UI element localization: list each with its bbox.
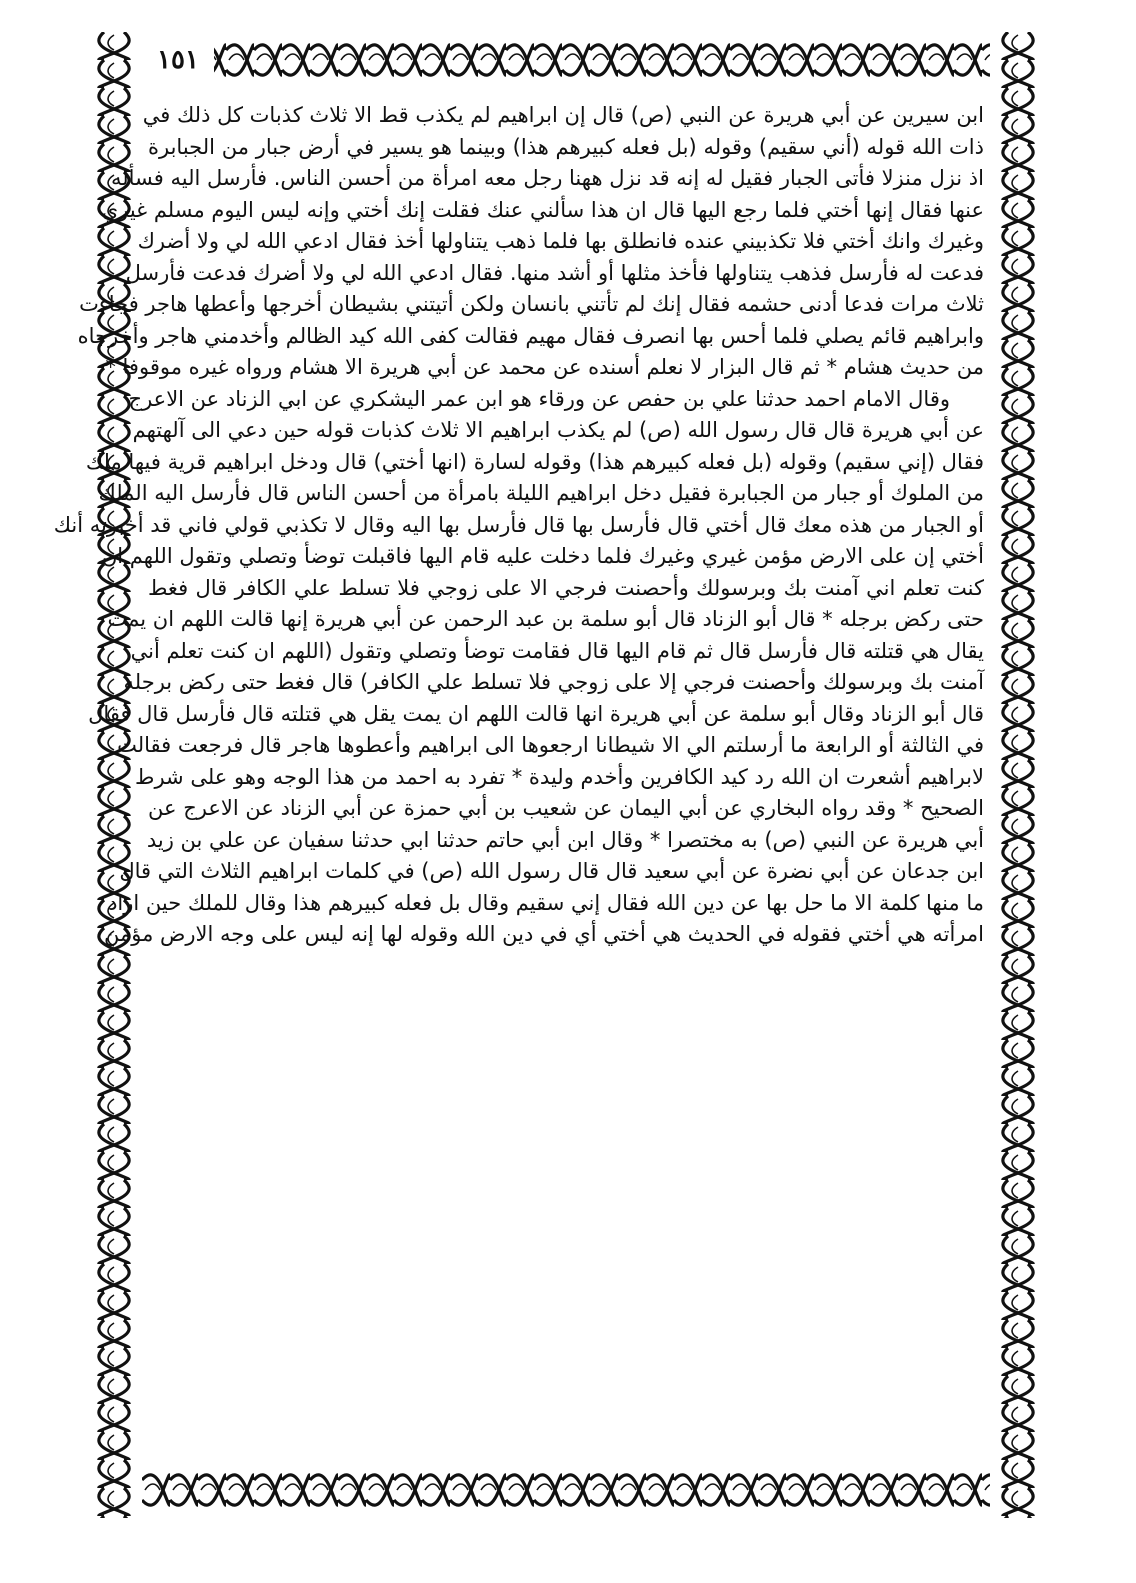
left-border <box>86 32 142 1518</box>
page-number-box <box>142 40 214 80</box>
text-line: في الثالثة أو الرابعة ما أرسلتم الي الا شيطانا ارجعوها الى ابراهيم وأعطوها هاجر قال فرجعت فقالت <box>117 733 984 757</box>
text-line: آمنت بك وبرسولك وأحصنت فرجي إلا على زوجي فلا تسلط علي الكافر) قال فغط حتى ركض برجله <box>123 670 984 694</box>
text-line: وغيرك وانك أختي فلا تكذبيني عنده فانطلق بها فلما ذهب يتناولها أخذ فقال ادعي الله لي ولا أضرك <box>137 229 984 253</box>
text-line: من حديث هشام * ثم قال البزار لا نعلم أسنده عن محمد عن أبي هريرة الا هشام ورواه غيره موقوفا * <box>105 355 984 379</box>
text-line: ما منها كلمة الا ما حل بها عن دين الله فقال إني سقيم وقال بل فعله كبيرهم هذا وقال للملك حين اراد <box>108 890 984 915</box>
text-line: ذات الله قوله (أني سقيم) وقوله (بل فعله كبيرهم هذا) وبينما هو يسير في أرض جبار من الجبابرة <box>148 134 984 159</box>
page-number: ١٥١ <box>157 45 199 75</box>
text-line: ابن جدعان عن أبي نضرة عن أبي سعيد قال قال رسول الله (ص) في كلمات ابراهيم الثلاث التي قال <box>119 859 984 883</box>
text-line: لابراهيم أشعرت ان الله رد كيد الكافرين وأخدم وليدة * تفرد به احمد من هذا الوجه وهو على شرط <box>135 764 984 789</box>
text-line: أبي هريرة عن النبي (ص) به مختصرا * وقال ابن أبي حاتم حدثنا ابي حدثنا سفيان عن علي بن زيد <box>146 827 984 852</box>
text-line: ثلاث مرات فدعا أدنى حشمه فقال إنك لم تأتني بانسان ولكن أتيتني بشيطان أخرجها وأعطها هاجر فجاءت <box>79 292 984 316</box>
text-line: عنها فقال إنها أختي فلما رجع اليها قال ان هذا سألني عنك فقلت إنك أختي وإنه ليس اليوم مسلم غيري <box>101 197 984 222</box>
bottom-border <box>86 1462 1044 1518</box>
text-block <box>53 100 984 1460</box>
top-border <box>86 32 1044 88</box>
text-line: امرأته هي أختي فقوله في الحديث هي أختي أي في دين الله وقوله لها إنه ليس على وجه الارض مؤمن <box>104 922 984 946</box>
text-line: قال أبو الزناد وقال أبو سلمة عن أبي هريرة انها قالت اللهم ان يمت يقل هي قتلته قال فأرسل قال فقال <box>88 701 984 726</box>
text-line: يقال هي قتلته قال فأرسل قال ثم قام اليها قال فقامت توضأ وتصلي وتقول (اللهم ان كنت تعلم أني <box>130 638 984 663</box>
text-line: كنت تعلم اني آمنت بك وبرسولك وأحصنت فرجي الا على زوجي فلا تسلط علي الكافر قال فغط <box>148 575 984 600</box>
text-line: وقال الامام احمد حدثنا علي بن حفص عن ورقاء هو ابن عمر اليشكري عن ابي الزناد عن الاعرج <box>128 386 950 411</box>
text-line: من الملوك أو جبار من الجبابرة فقيل دخل ابراهيم الليلة بامرأة من أحسن الناس قال فأرسل اليه الملك <box>98 481 984 505</box>
text-line: أو الجبار من هذه معك قال أختي قال فأرسل بها قال فأرسل بها اليه وقال لا تكذبي قولي فاني قد أخبرته أنك <box>53 512 984 537</box>
text-line: وابراهيم قائم يصلي فلما أحس بها انصرف فقال مهيم فقالت كفى الله كيد الظالم وأخدمني هاجر وأخرجاه <box>77 323 984 348</box>
text-line: أختي إن على الارض مؤمن غيري وغيرك فلما دخلت عليه قام اليها فاقبلت توضأ وتصلي وتقول اللهم ان <box>101 544 984 568</box>
text-line: فدعت له فأرسل فذهب يتناولها فأخذ مثلها أو أشد منها. فقال ادعي الله لي ولا أضرك فدعت فأرسل <box>125 260 984 285</box>
text-line: فقال (إني سقيم) وقوله (بل فعله كبيرهم هذا) وقوله لسارة (انها أختي) قال ودخل ابراهيم قرية فيها ملك <box>85 449 984 474</box>
text-line: اذ نزل منزلا فأتى الجبار فقيل له إنه قد نزل ههنا رجل معه امرأة من أحسن الناس. فأرسل اليه فسأله <box>111 166 984 190</box>
text-line: الصحيح * وقد رواه البخاري عن أبي اليمان عن شعيب بن أبي حمزة عن أبي الزناد عن الاعرج عن <box>148 796 984 820</box>
text-line: ابن سيرين عن أبي هريرة عن النبي (ص) قال إن ابراهيم لم يكذب قط الا ثلاث كذبات كل ذلك في <box>142 103 984 127</box>
right-border <box>990 32 1046 1518</box>
text-line: حتى ركض برجله * قال أبو الزناد قال أبو سلمة بن عبد الرحمن عن أبي هريرة إنها قالت اللهم ان يمت <box>107 607 984 631</box>
text-line: عن أبي هريرة قال قال رسول الله (ص) لم يكذب ابراهيم الا ثلاث كذبات قوله حين دعي الى آلهتهم <box>132 418 984 442</box>
